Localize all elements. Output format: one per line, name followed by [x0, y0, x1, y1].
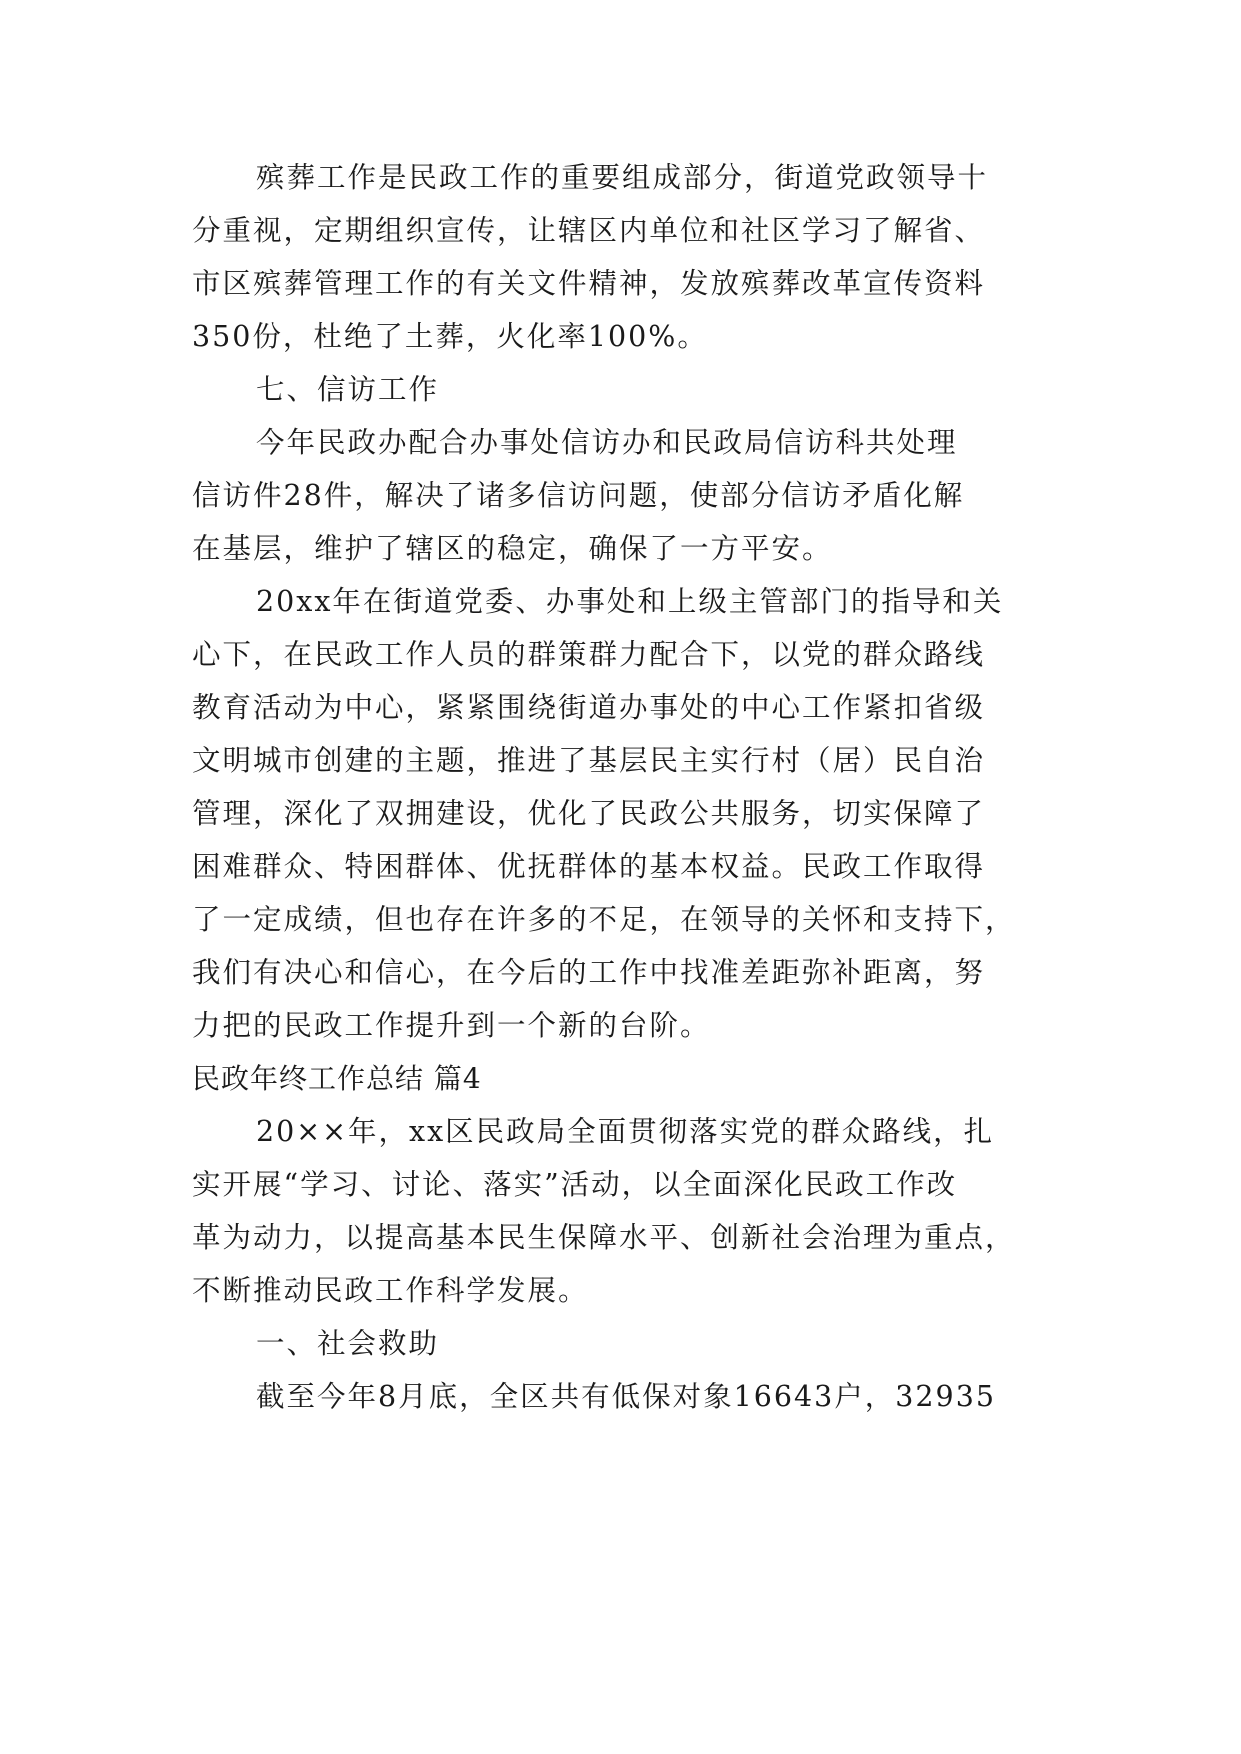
paragraph-line: 在基层，维护了辖区的稳定，确保了一方平安。	[192, 532, 833, 565]
article-title: 民政年终工作总结 篇4	[192, 1062, 482, 1095]
paragraph-line: 革为动力，以提高基本民生保障水平、创新社会治理为重点，	[192, 1221, 1016, 1254]
paragraph-line: 力把的民政工作提升到一个新的台阶。	[192, 1009, 711, 1042]
paragraph-line: 20××年，xx区民政局全面贯彻落实党的群众路线，扎	[256, 1115, 995, 1148]
paragraph-line: 文明城市创建的主题，推进了基层民主实行村（居）民自治	[192, 744, 986, 777]
paragraph-line: 殡葬工作是民政工作的重要组成部分，街道党政领导十	[256, 161, 989, 194]
paragraph-line: 了一定成绩，但也存在许多的不足，在领导的关怀和支持下，	[192, 903, 1016, 936]
paragraph-line: 350份，杜绝了土葬，火化率100%。	[192, 320, 708, 353]
paragraph-line: 今年民政办配合办事处信访办和民政局信访科共处理	[256, 426, 958, 459]
paragraph-line: 教育活动为中心，紧紧围绕街道办事处的中心工作紧扣省级	[192, 691, 986, 724]
paragraph-line: 实开展“学习、讨论、落实”活动，以全面深化民政工作改	[192, 1168, 958, 1201]
paragraph-line: 我们有决心和信心，在今后的工作中找准差距弥补距离，努	[192, 956, 986, 989]
paragraph-line: 心下，在民政工作人员的群策群力配合下，以党的群众路线	[192, 638, 986, 671]
paragraph-line: 信访件28件，解决了诸多信访问题，使部分信访矛盾化解	[192, 479, 965, 512]
section-heading: 一、社会救助	[256, 1327, 440, 1360]
section-heading: 七、信访工作	[256, 373, 440, 406]
paragraph-line: 截至今年8月底，全区共有低保对象16643户，32935	[256, 1380, 996, 1413]
paragraph-line: 市区殡葬管理工作的有关文件精神，发放殡葬改革宣传资料	[192, 267, 986, 300]
paragraph-line: 分重视，定期组织宣传，让辖区内单位和社区学习了解省、	[192, 214, 986, 247]
paragraph-line: 20xx年在街道党委、办事处和上级主管部门的指导和关	[256, 585, 1004, 618]
paragraph-line: 不断推动民政工作科学发展。	[192, 1274, 589, 1307]
paragraph-line: 困难群众、特困群体、优抚群体的基本权益。民政工作取得	[192, 850, 986, 883]
paragraph-line: 管理，深化了双拥建设，优化了民政公共服务，切实保障了	[192, 797, 986, 830]
